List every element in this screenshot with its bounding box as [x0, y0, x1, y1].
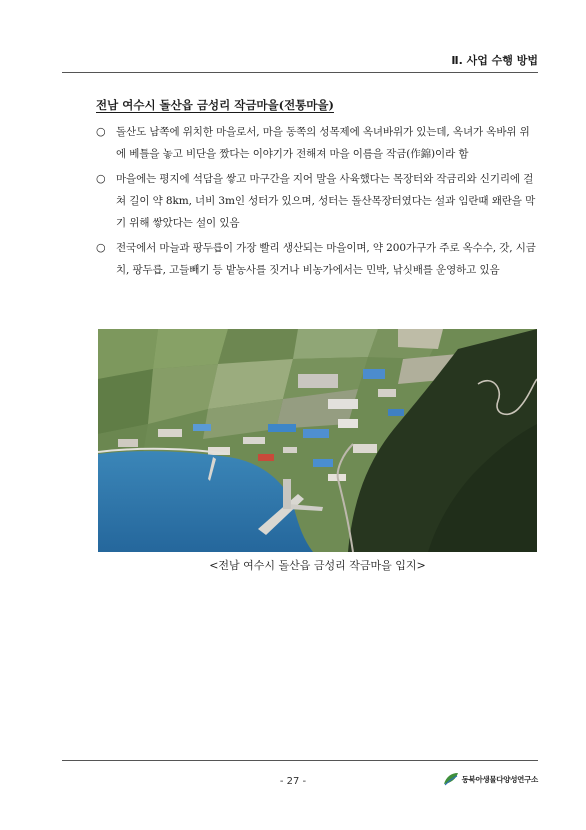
bullet-marker: ○: [96, 241, 106, 254]
organization-name: 동북아생물다양성연구소: [461, 774, 538, 784]
footer-divider: [62, 760, 538, 761]
bullet-item: [96, 237, 536, 281]
bullet-item: [96, 168, 536, 234]
page-number: - 27 -: [279, 776, 307, 787]
aerial-village-photo: [98, 329, 537, 552]
bullet-list: [96, 121, 536, 284]
section-title: 전남 여수시 돌산읍 금성리 작금마을(전통마을): [96, 98, 334, 112]
bullet-marker: ○: [96, 125, 106, 138]
header-divider: [62, 72, 538, 73]
header-title: Ⅱ. 사업 수행 방법: [451, 54, 538, 67]
bullet-marker: ○: [96, 172, 106, 185]
bullet-text: 마을에는 평지에 석담을 쌓고 마구간을 지어 말을 사육했다는 목장터와 작금리와 신기리에 걸쳐 길이 약 8km, 너비 3m인 성터가 있으며, 성터는 돌산목장터였다는 설과 임란때 왜란을 막기 위해 쌓았다는 설이 있음: [116, 173, 536, 229]
bullet-text: 전국에서 마늘과 팡두릅이 가장 빨리 생산되는 마을이며, 약 200가구가 주로 옥수수, 갓, 시금치, 팡두릅, 고들빼기 등 밭농사를 짓거나 비농가에서는 민박, 낚싯배를 운영하고 있음: [116, 242, 536, 276]
bullet-text: 돌산도 남쪽에 위치한 마을로서, 마을 동쪽의 성목제에 옥녀바위가 있는데, 옥녀가 옥바위 위에 베틀을 놓고 비단을 짰다는 이야기가 전해져 마을 이름을 작금(作錦)이라 함: [116, 126, 530, 160]
figure-caption: <전남 여수시 돌산읍 금성리 작금마을 입지>: [209, 559, 426, 572]
organization-logo: [443, 772, 538, 786]
bullet-item: [96, 121, 536, 165]
leaf-logo-icon: [443, 772, 459, 786]
